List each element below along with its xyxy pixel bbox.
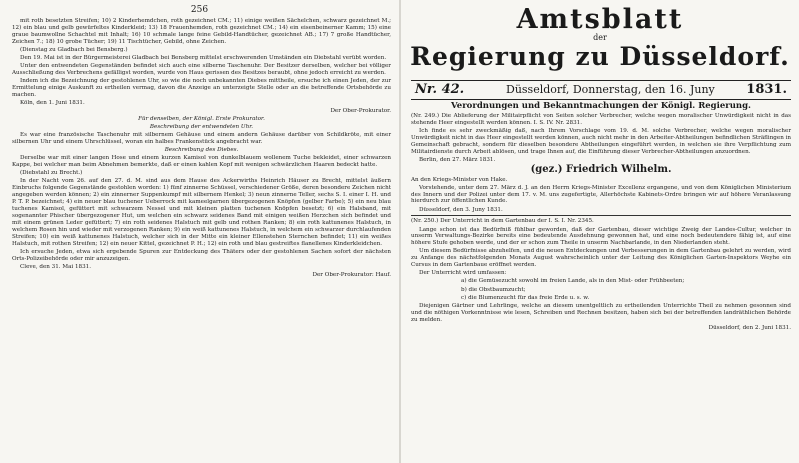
paragraph: Köln, den 1. Juni 1831. (20, 99, 85, 106)
paragraph: Um diesem Bedürfnisse abzuhelfen, und die neuen Entdeckungen und Verbesserungen in dem Gartenbau gelehrt zu werden, wird zu Anfange des nächstfolgenden Monats August wahrscheinlich unter der Leitung des Königlichen Garten-Inspektors Weyhe ein Cursus in dem Gartenbaue eröffnet werden. (411, 248, 791, 269)
paragraph: Ich ersuche Jeden, etwa sich ergebende Spuren zur Entdeckung des Thäters oder der gestohlenen Sachen sofort der nächsten Orts-Polizeibehörde oder mir anzuzeigen. (12, 248, 391, 262)
paragraph: Beschreibung des Diebes. (164, 147, 239, 154)
decree-block (411, 113, 791, 164)
gardening-block (411, 218, 791, 331)
left-page (0, 0, 399, 463)
paragraph: c) die Blumenzucht für das freie Erde u. s. w. (461, 294, 590, 301)
paragraph: Der Unterricht wird umfassen: (419, 270, 507, 277)
paragraph: Düsseldorf, den 3. Juny 1831. (419, 206, 503, 213)
masthead-subtitle: Regierung zu Düsseldorf. (410, 42, 790, 71)
paragraph: (Nr. 249.) Die Ablieferung der Militairpflicht von Seiten solcher Verbrecher, welche wegen moralischer Unwürdigkeit nicht in das stehende Heer eingestellt werden können. I. S. IV. Nr. 2831. (411, 112, 791, 126)
paragraph: Der Ober-Prokurator: Hauf. (312, 271, 391, 278)
paragraph: b) die Obstbaumzucht; (461, 286, 526, 293)
paragraph: Der Ober-Prokurator. (330, 108, 391, 114)
paragraph: Vorstehende, unter dem 27. März d. J. an den Herrn Kriegs-Minister Excellenz ergangene, und von dem Königlichen Ministerium des Innern und der Polizei unter dem 17. v. M. uns zugefertigte, Allerhöchste Kabinets-Ordre bringen wir auf höhere Veranlassung hierdurch zur öffentlichen Kunde. (411, 184, 791, 205)
paragraph: Es war eine französische Taschenuhr mit silbernem Gehäuse und einem andern Gehäuse darüber von Schildkröte, mit einer silbernen Uhr und einem Uhrschlüssel, woran ein halbes Frankenstück angebracht war. (12, 132, 391, 146)
royal-signature: (gez.) Friedrich Wilhelm. (530, 163, 672, 175)
paragraph: Derselbe war mit einer langen Hose und einem kurzen Kamisol von dunkelblauem wollenem Tuche bekleidet, einer schwarzen Kappe, bei welcher man beim Abnehmen bemerkte, daß er einen kahlen Kopf mit wenigen schwärzlichen Haaren bedeckt hatte. (12, 155, 391, 169)
paragraph: Lange schon ist das Bedürfniß fühlbar geworden, daß der Gartenbau, dieser wichtige Zweig der Landes-Cultur, welcher in unserm Verwaltungs-Bezirke bereits eine bedeutende Ausdehnung gewonnen hat, und eine noch bedeutendere fähig ist, auf eine höhere Stufe gehoben werde, und der er schon zum Theile in unserm Nachbarlande, in den Niederlanden steht. (411, 226, 791, 247)
paragraph: mit roth besetzten Streifen; 10) 2 Kinderhemdchen, roth gezeichnet CM.; 11) einige weißen Sächelchen, schwarz gezeichnet M.; 12) ein blau und gelb gewürfeltes Kinderkleid; 13) 18 Frauenhemden, roth gezeichnet CM.; 14) ein eisenbeinerner Kamm; 15) eine graue baumwollne Schachtel mit Inhalt; 16) 10 schmale lange feine Gebild-Handtücher, gezeichnet AB.; 17) 7 große Handtücher, Zeichen 7.; 18) 10 grobe Tücher; 19) 11 Tischtücher, Gebild, ohne Zeichen. (12, 18, 391, 45)
section-heading: Verordnungen und Bekanntmachungen der Königl. Regierung. (450, 101, 752, 111)
right-page (401, 0, 799, 463)
masthead-title: Amtsblatt (516, 4, 684, 35)
paragraph: In der Nacht vom 26. auf den 27. d. M. sind aus dem Hause des Ackerwirths Heinrich Häuser zu Brecht, mittelst äußern Einbruchs folgende Gegenstände gestohlen worden: 1) fünf zinnerne Schüssel, verschiedener Größe, deren besondere Zeichen nicht angegeben werden können; 2) ein zinnerner Suppenkumpf mit silbernem Henkel; 3) neun zinnerne Teller, sechs S. I. einer I. H. und P. T. P. bezeichnet; 4) ein neuer blau tuchener Ueberrock mit kameelgarnen übergezogenen Knöpfen (gelber Farbe); 5) ein neu blau tuchenes Kamisol, gefüttert mit schwarzem Nessel und mit kleinen platten tuchenen Knöpfen besetzt; 6) ein Halsband, mit sogenannter Phischer übergezogener Hut, um welchen ein schwarz seidenes Band mit einigen weißen Herzchen sich befindet und mit einem grünen Leder gefüttert; 7) ein roth seidenes Halstuch mit gelb und rothen Ranken; 8) ein roth kattunenes Halstuch, in welchem Rosen hin und wieder mit verzogenen Ranken; 9) ein weiß kattunenes Halstuch, in welchem ein schwarzer durchlaufenden Streifen; 10) ein weiß kattunenes Halstuch, welcher sich in der Mitte ein kleiner Ellenstehen Sternchen befindet; 11) ein weißes Halstuch, mit rothen Streifen; 12) ein neuer Kittel, gezeichnet P. H.; 12) ein roth und blau gestreiftes flanellenes Kinderkleidchen. (12, 178, 391, 247)
issue-year: 1831. (746, 82, 787, 97)
paragraph: (Nr. 250.) Der Unterricht in dem Gartenbau der I. S. I. Nr. 2345. (411, 218, 594, 225)
issue-bar (411, 80, 791, 100)
right-column-text (411, 102, 791, 333)
paragraph: Den 19. Mai ist in der Bürgermeisterei Gladbach bei Bensberg mittelst erschwerenden Umständen ein Diebstahl verübt worden. (20, 54, 387, 61)
issue-number: Nr. 42. (415, 82, 465, 97)
announcement-block (411, 177, 791, 214)
divider (411, 215, 791, 216)
left-column-text (12, 18, 391, 280)
paragraph: (Dienstag zu Gladbach bei Bensberg.) (20, 46, 128, 53)
paragraph: An den Kriegs-Minister von Hake. (411, 176, 508, 183)
page-number: 256 (190, 5, 209, 15)
paragraph: (Diebstahl zu Brecht.) (20, 170, 83, 177)
paragraph: Für denselben, der Königl. Erste Prokurator. (138, 116, 265, 123)
paragraph: Indem ich die Bezeichnung der gestohlenen Uhr, so wie die noch unbekannten Diebes mittheile, ersuche ich einen Jeden, der zur Ermittelung einige Auskunft zu ertheilen vermag, davon die Anzeige an unterzeigte Stelle oder an die betreffende Ortsbehörde zu machen. (12, 78, 391, 98)
paragraph: Beschreibung der entwendeten Uhr. (149, 124, 254, 131)
paragraph: Ich finde es sehr zweckmäßig daß, nach Ihrem Vorschlage vom 19. d. M. solche Verbrecher, welche wegen moralischer Unwürdigkeit nicht in das Heer eingestellt werden können, auch nicht mehr in den Arbeiter-Abtheilungen befindlichen Sträflingen in Gemeinschaft gebracht, sondern für dieselben besondere Abtheilungen eingeführt werden, in welchen sie ihre Verpflichtung zum Militairdienste durch Arbeit ablösen, und trage Ihnen auf, die Einführung dieser Verbrecher-Abtheilungen anzuordnen. (411, 127, 791, 155)
paragraph: Düsseldorf, den 2. Juni 1831. (708, 324, 791, 331)
paragraph: Berlin, den 27. März 1831. (419, 156, 496, 163)
issue-place-date: Düsseldorf, Donnerstag, den 16. Juny (506, 83, 715, 96)
paragraph: Unter den entwendeten Gegenständen befindet sich auch eine silberne Taschenuhr. Der Besitzer derselben, welcher bei völliger Ausschließung des Verbrechens gefälligst worden, wurde von Haus gerissen des Besitzes beraubt, ohne jedoch erreicht zu werden. (12, 63, 391, 76)
paragraph: Cleve, den 31. Mai 1831. (20, 263, 91, 270)
paragraph: a) die Gemüsezucht sowohl im freien Lande, als in den Mist- oder Frühbeeten; (461, 278, 685, 285)
paragraph: Diejenigen Gärtner und Lehrlinge, welche an diesem unentgeltlich zu ertheilenden Unterrichte Theil zu nehmen gesonnen sind und die nöthigen Vorkenntnisse wie lesen, Schreiben und Rechnen besitzen, haben sich bei der betreffenden landräthlichen Behörde zu melden. (411, 302, 791, 323)
masthead-article: der (593, 33, 607, 42)
